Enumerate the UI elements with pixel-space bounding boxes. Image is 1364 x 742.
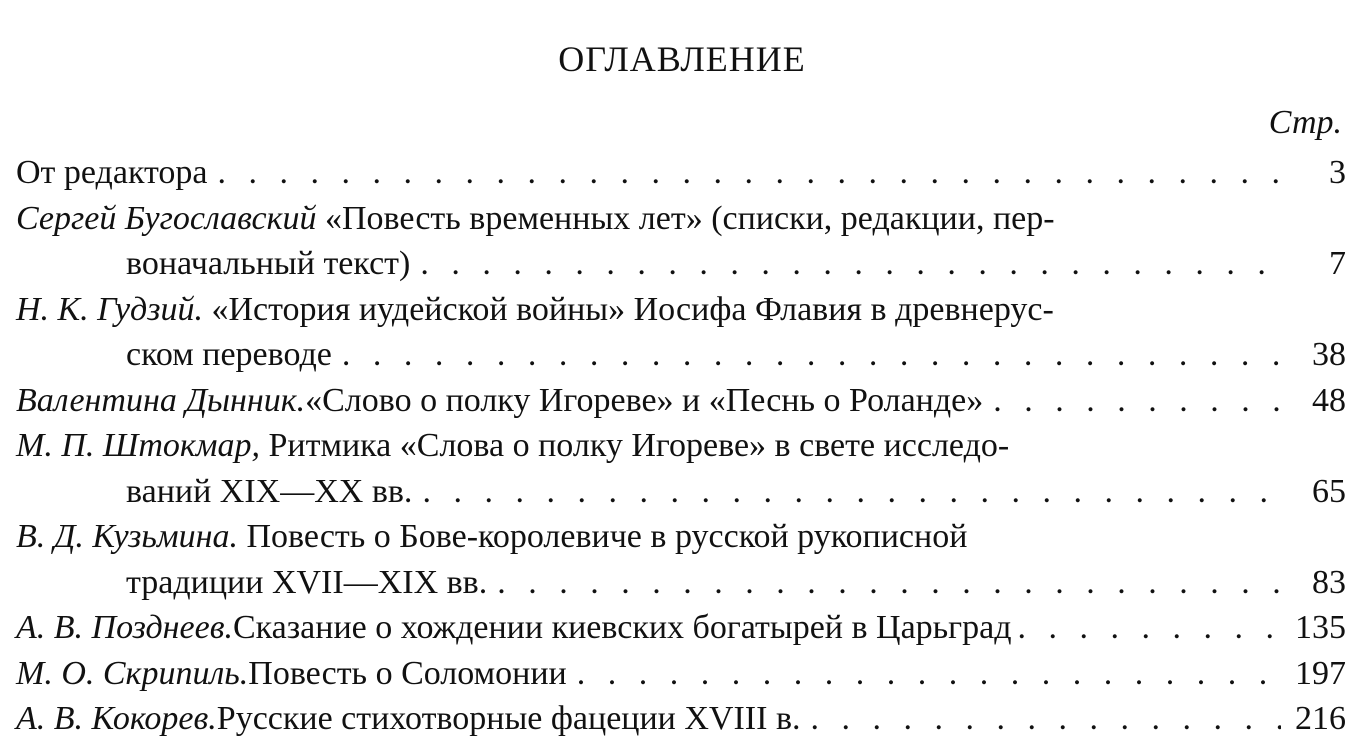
toc-line-continued [16, 560, 1346, 606]
toc-entry [16, 423, 1346, 514]
toc-entry [16, 651, 1346, 697]
toc-entry [16, 287, 1346, 378]
toc-line [16, 378, 1346, 424]
leader-dots [422, 469, 1288, 515]
toc-page-number: 3 [1329, 154, 1346, 191]
toc-page-number: 7 [1329, 245, 1346, 282]
toc-entry-title-cont: ском переводе [126, 336, 332, 373]
toc-page-number: 83 [1312, 563, 1346, 601]
table-of-contents [16, 150, 1346, 742]
leader-dots [342, 332, 1288, 378]
toc-entry-title: Ритмика «Слова о полку Игореве» в свете исследо- [260, 427, 1010, 464]
page-title: ОГЛАВЛЕНИЕ [558, 39, 806, 79]
toc-entry-title: От редактора [16, 154, 208, 191]
toc-page-number: 48 [1312, 381, 1346, 419]
toc-page-number: 197 [1295, 654, 1346, 692]
leader-dots [1018, 605, 1287, 651]
toc-line [16, 287, 1256, 333]
toc-line [16, 423, 1256, 469]
toc-page-number: 216 [1295, 700, 1346, 737]
toc-line [16, 514, 1256, 560]
toc-line [16, 196, 1256, 242]
toc-entry-author: В. Д. Кузьмина. [16, 518, 238, 555]
toc-page-number: 135 [1295, 609, 1346, 646]
toc-line [16, 696, 1346, 742]
toc-entry-author: М. П. Штокмар, [16, 427, 260, 464]
toc-entry [16, 378, 1346, 424]
toc-entry [16, 605, 1346, 651]
toc-entry-author: А. В. Позднеев. [16, 609, 233, 646]
toc-entry-author: М. О. Скрипиль. [16, 654, 249, 692]
toc-entry [16, 696, 1346, 742]
toc-entry-author: Н. К. Гудзий. [16, 290, 203, 328]
toc-line-continued [16, 332, 1346, 378]
page-column-label: Стр. [1268, 104, 1342, 141]
leader-dots [993, 378, 1288, 424]
toc-line-continued [16, 241, 1346, 287]
toc-entry [16, 514, 1346, 605]
toc-entry-author: А. В. Кокорев. [16, 700, 217, 737]
toc-entry-title: «Повесть временных лет» (списки, редакции, пер- [316, 199, 1055, 237]
toc-line [16, 150, 1346, 196]
toc-entry-title-cont: ваний XIX—XX вв. [126, 472, 413, 510]
leader-dots [218, 150, 1288, 196]
toc-line [16, 651, 1346, 697]
leader-dots [497, 560, 1288, 606]
toc-entry-title: «Слово о полку Игореве» и «Песнь о Роланде» [305, 381, 984, 419]
leader-dots [577, 651, 1281, 697]
toc-line [16, 605, 1346, 651]
toc-entry-title-cont: традиции XVII—XIX вв. [126, 563, 488, 601]
leader-dots [811, 696, 1281, 742]
toc-entry [16, 196, 1346, 287]
toc-entry-title-cont: воначальный текст) [126, 245, 411, 282]
toc-entry-title: Повесть о Соломонии [248, 654, 567, 692]
toc-entry-title: Сказание о хождении киевских богатырей в Царьград [232, 609, 1012, 646]
toc-line-continued [16, 469, 1346, 515]
toc-page-number: 38 [1312, 336, 1346, 373]
toc-page-number: 65 [1312, 472, 1346, 510]
toc-entry [16, 150, 1346, 196]
toc-entry-author: Сергей Бугославский [16, 199, 317, 237]
toc-entry-author: Валентина Дынник. [16, 381, 306, 419]
toc-entry-title: «История иудейской войны» Иосифа Флавия в древнерус- [202, 290, 1054, 328]
toc-entry-title: Повесть о Бове-королевиче в русской рукописной [237, 518, 968, 555]
toc-entry-title: Русские стихотворные фацеции XVIII в. [216, 700, 801, 737]
leader-dots [420, 241, 1288, 287]
